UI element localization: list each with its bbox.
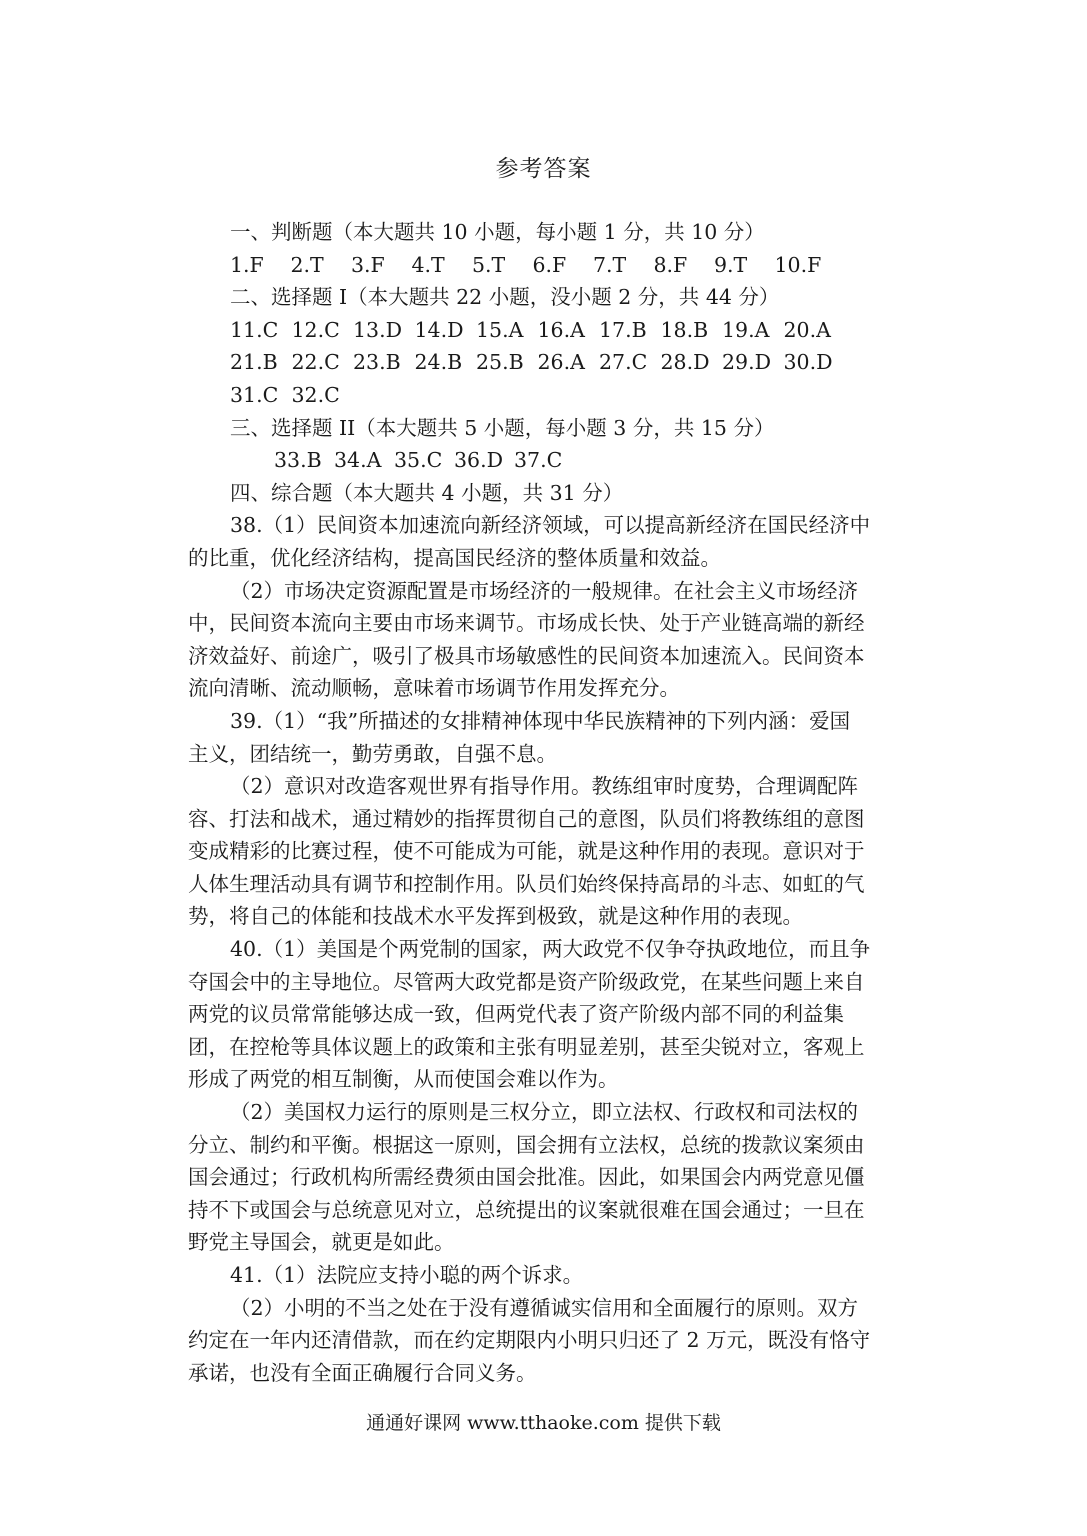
answer-item: 15.A [476,317,524,342]
q39-line: 势，将自己的体能和技战术水平发挥到极致，就是这种作用的表现。 [188,904,803,929]
answer-item: 31.C [230,382,279,407]
q40-line: 国会通过；行政机构所需经费须由国会批准。因此，如果国会内两党意见僵 [188,1165,865,1190]
q40-line: 野党主导国会，就更是如此。 [188,1230,455,1255]
q40-line: （2）美国权力运行的原则是三权分立，即立法权、行政权和司法权的 [230,1100,859,1125]
answer-item: 19.A [722,317,770,342]
answer-item: 12.C [291,317,340,342]
q38-line: （2）市场决定资源配置是市场经济的一般规律。在社会主义市场经济 [230,578,859,603]
answer-item: 37.C [514,448,563,473]
answer-item: 25.B [476,350,524,375]
footer-credit: 通通好课网 www.tthaoke.com 提供下载 [366,1412,721,1434]
section-2-answers-row-2 [188,346,902,379]
answer-item: 13.D [353,317,403,342]
q40-line: 夺国会中的主导地位。尽管两大政党都是资产阶级政党，在某些问题上来自 [188,969,865,994]
q41-line: 41.（1）法院应支持小聪的两个诉求。 [230,1263,584,1287]
q38-line: 的比重，优化经济结构，提高国民经济的整体质量和效益。 [188,545,721,570]
answer-content [188,216,902,1389]
section-2-heading: 二、选择题 I（本大题共 22 小题，没小题 2 分，共 44 分） [230,285,780,310]
answer-item: 7.T [593,252,627,277]
section-2-answers-row-1 [188,314,902,347]
answer-item: 14.D [414,317,464,342]
q41-line: （2）小明的不当之处在于没有遵循诚实信用和全面履行的原则。双方 [230,1295,859,1320]
answer-item: 24.B [414,350,463,375]
answer-item: 23.B [353,350,401,375]
answer-item: 10.F [774,252,822,277]
answer-item: 9.T [714,252,748,277]
q40-line: 40.（1）美国是个两党制的国家，两大政党不仅争夺执政地位，而且争 [230,937,871,962]
section-1-heading: 一、判断题（本大题共 10 小题，每小题 1 分，共 10 分） [230,220,765,244]
q40-line: 两党的议员常常能够达成一致，但两党代表了资产阶级内部不同的利益集 [188,1002,844,1027]
answer-item: 4.T [411,252,445,277]
q40-line: 持不下或国会与总统意见对立，总统提出的议案就很难在国会通过；一旦在 [188,1197,865,1222]
answer-item: 22.C [291,350,340,375]
q39-line: 主义，团结统一，勤劳勇敢，自强不息。 [188,741,557,766]
answer-item: 17.B [599,317,647,342]
q39-line: 人体生理活动具有调节和控制作用。队员们始终保持高昂的斗志、如虹的气 [188,871,865,896]
q41-line: 约定在一年内还清借款，而在约定期限内小明只归还了 2 万元，既没有恪守 [188,1328,871,1353]
answer-item: 1.F [230,252,264,277]
section-2-answers-row-3 [188,379,902,412]
page-title: 参考答案 [495,156,592,182]
section-3-heading: 三、选择题 II（本大题共 5 小题，每小题 3 分，共 15 分） [230,415,775,440]
section-4-heading: 四、综合题（本大题共 4 小题，共 31 分） [230,480,624,505]
answer-item: 28.D [660,350,710,375]
answer-item: 2.T [290,252,324,277]
q38-line: 中，民间资本流向主要由市场来调节。市场成长快、处于产业链高端的新经 [188,611,865,636]
section-3-answers [188,444,902,477]
answer-item: 6.F [532,252,567,277]
q41-line: 承诺，也没有全面正确履行合同义务。 [188,1360,537,1385]
answer-item: 34.A [334,448,382,473]
answer-item: 32.C [291,382,340,407]
answer-item: 26.A [537,350,585,375]
answer-item: 33.B [274,448,322,473]
q40-line: 团，在控枪等具体议题上的政策和主张有明显差别，甚至尖锐对立，客观上 [188,1034,865,1059]
answer-item: 35.C [394,448,443,473]
answer-item: 29.D [722,350,772,375]
q39-line: （2）意识对改造客观世界有指导作用。教练组审时度势，合理调配阵 [230,774,859,799]
answer-item: 3.F [351,252,385,277]
answer-item: 5.T [472,252,506,277]
q40-line: 形成了两党的相互制衡，从而使国会难以作为。 [188,1067,619,1092]
q39-line: 39.（1）“我”所描述的女排精神体现中华民族精神的下列内涵：爱国 [230,708,851,733]
answer-item: 30.D [783,350,833,375]
section-1-answers [188,249,902,282]
q38-line: 济效益好、前途广，吸引了极具市场敏感性的民间资本加速流入。民间资本 [188,643,865,668]
answer-item: 8.F [653,252,688,277]
q38-line: 38.（1）民间资本加速流向新经济领域，可以提高新经济在国民经济中 [230,513,871,538]
answer-item: 36.D [454,448,504,473]
q40-line: 分立、制约和平衡。根据这一原则，国会拥有立法权，总统的拨款议案须由 [188,1132,865,1157]
answer-item: 20.A [783,317,831,342]
answer-item: 11.C [230,317,279,342]
answer-item: 16.A [537,317,585,342]
q38-line: 流向清晰、流动顺畅，意味着市场调节作用发挥充分。 [188,676,680,701]
q39-line: 变成精彩的比赛过程，使不可能成为可能，就是这种作用的表现。意识对于 [188,839,865,864]
q39-line: 容、打法和战术，通过精妙的指挥贯彻自己的意图，队员们将教练组的意图 [188,806,865,831]
answer-item: 21.B [230,350,278,375]
answer-item: 18.B [660,317,709,342]
answer-item: 27.C [599,350,648,375]
